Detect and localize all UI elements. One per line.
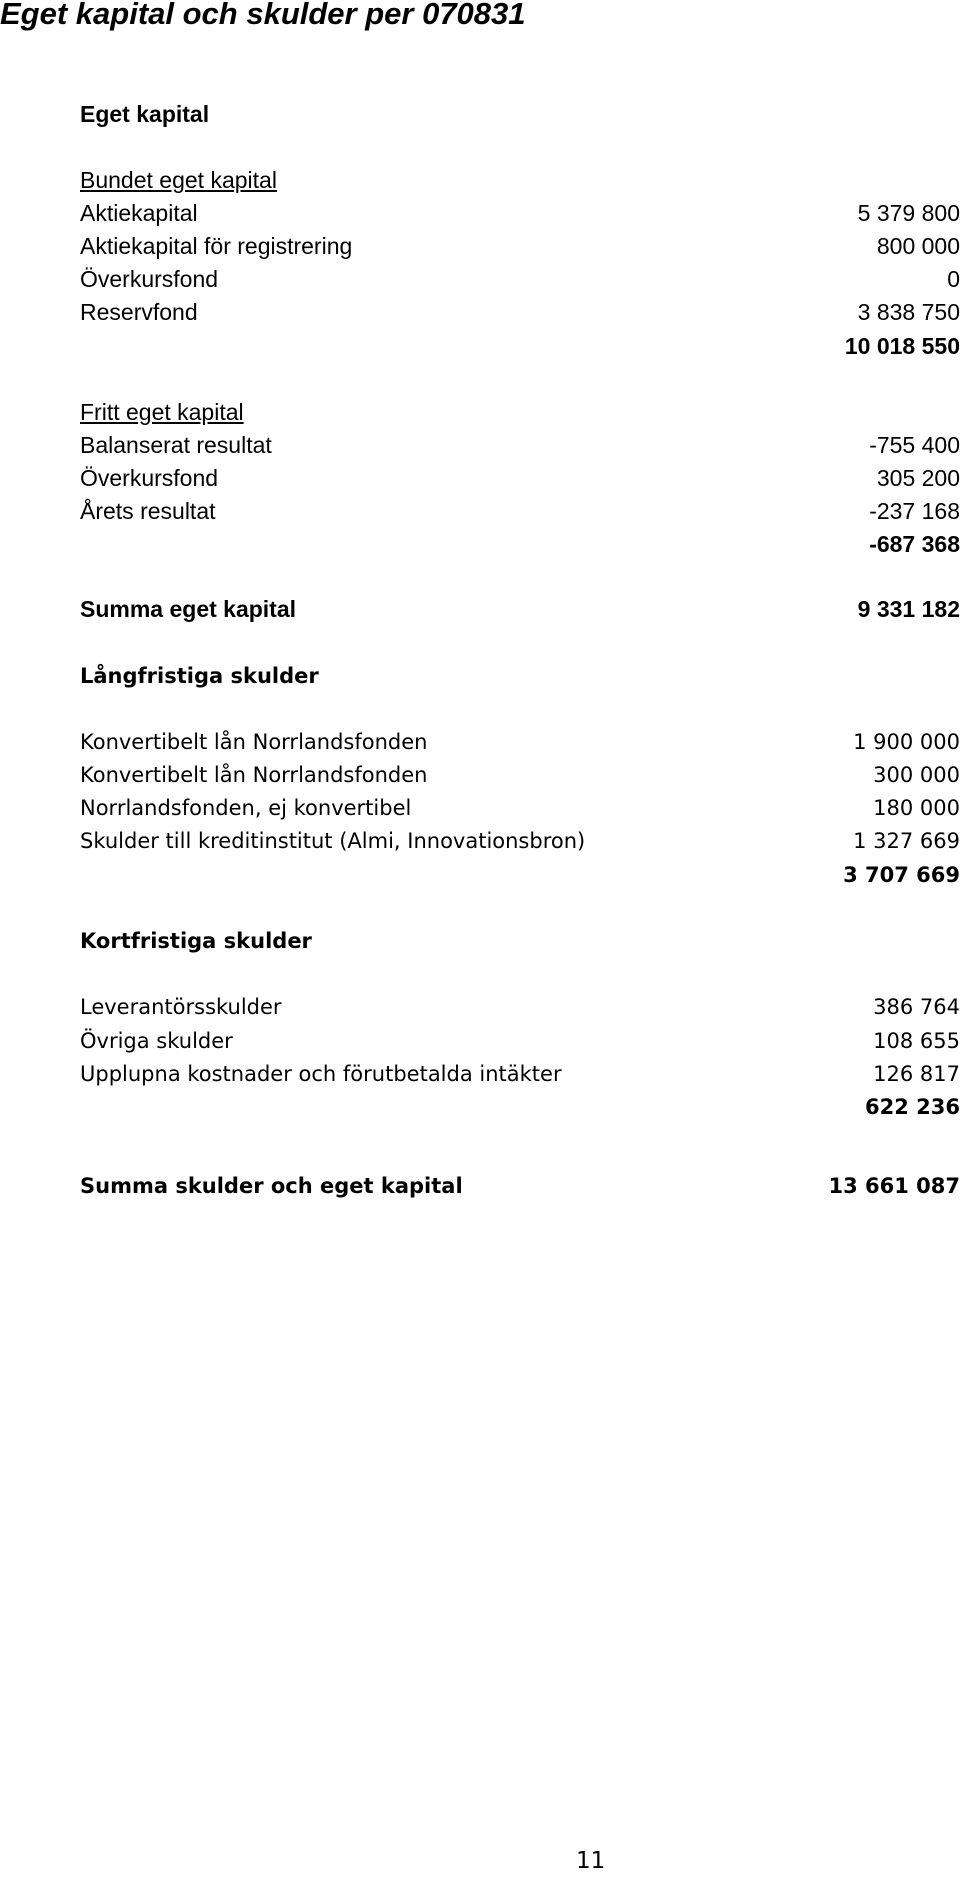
row-label: Övriga skulder [80,1029,233,1053]
summa-total-label: Summa skulder och eget kapital [80,1174,463,1198]
row-label: Överkursfond [80,266,219,292]
row-label: Reservfond [80,299,198,325]
subtotal-value: 3 707 669 [843,863,960,887]
table-row [80,991,960,1023]
section-heading-eget-kapital [80,98,960,130]
table-row [80,462,960,494]
row-value: 800 000 [876,233,960,259]
summa-label: Summa eget kapital [80,596,297,622]
row-label: Konvertibelt lån Norrlandsfonden [80,730,428,754]
section-heading-label: Eget kapital [80,101,210,127]
table-row [80,429,960,461]
table-row [80,1058,960,1090]
row-value: -237 168 [869,498,960,524]
row-value: 3 838 750 [857,299,960,325]
row-value: 1 900 000 [853,730,960,754]
row-value: 108 655 [873,1029,960,1053]
row-value: 300 000 [873,763,960,787]
row-label: Konvertibelt lån Norrlandsfonden [80,763,428,787]
row-label: Årets resultat [80,498,216,524]
document-title: Eget kapital och skulder per 070831 [0,0,526,31]
row-value: 5 379 800 [857,200,960,226]
table-row [80,726,960,758]
row-value: 0 [947,266,960,292]
table-row [80,792,960,824]
summa-eget-kapital-row [80,593,960,625]
subtotal-value: 622 236 [865,1095,960,1119]
row-value: -755 400 [869,432,960,458]
table-row [80,296,960,328]
subtotal-row-bundet [80,330,960,362]
table-row [80,1025,960,1057]
subtotal-row-langfristiga [80,859,960,891]
row-label: Norrlandsfonden, ej konvertibel [80,796,412,820]
table-row [80,263,960,295]
page-number: 11 [576,1848,606,1874]
row-value: 305 200 [876,465,960,491]
row-label: Skulder till kreditinstitut (Almi, Innovationsbron) [80,829,586,853]
row-label: Leverantörsskulder [80,995,282,1019]
table-row [80,197,960,229]
subsection-heading-label: Bundet eget kapital [80,167,277,193]
subsection-heading-label: Fritt eget kapital [80,399,244,425]
row-label: Upplupna kostnader och förutbetalda intäkter [80,1062,562,1086]
row-value: 386 764 [873,995,960,1019]
row-value: 180 000 [873,796,960,820]
table-row [80,759,960,791]
section-heading-langfristiga [80,660,960,692]
row-label: Aktiekapital [80,200,198,226]
section-heading-kortfristiga [80,925,960,957]
summa-total-row [80,1170,960,1202]
subtotal-row-kortfristiga [80,1091,960,1123]
row-label: Balanserat resultat [80,432,272,458]
section-heading-label: Kortfristiga skulder [80,929,312,953]
subtotal-value: 10 018 550 [844,333,960,359]
row-value: 1 327 669 [853,829,960,853]
row-value: 126 817 [873,1062,960,1086]
summa-total-value: 13 661 087 [828,1174,960,1198]
table-row [80,230,960,262]
row-label: Överkursfond [80,465,219,491]
summa-value: 9 331 182 [857,596,960,622]
subtotal-row-fritt [80,528,960,560]
section-heading-label: Långfristiga skulder [80,664,319,688]
subsection-heading-fritt [80,396,960,428]
subsection-heading-bundet [80,164,960,196]
table-row [80,495,960,527]
subtotal-value: -687 368 [869,531,960,557]
table-row [80,825,960,857]
row-label: Aktiekapital för registrering [80,233,353,259]
